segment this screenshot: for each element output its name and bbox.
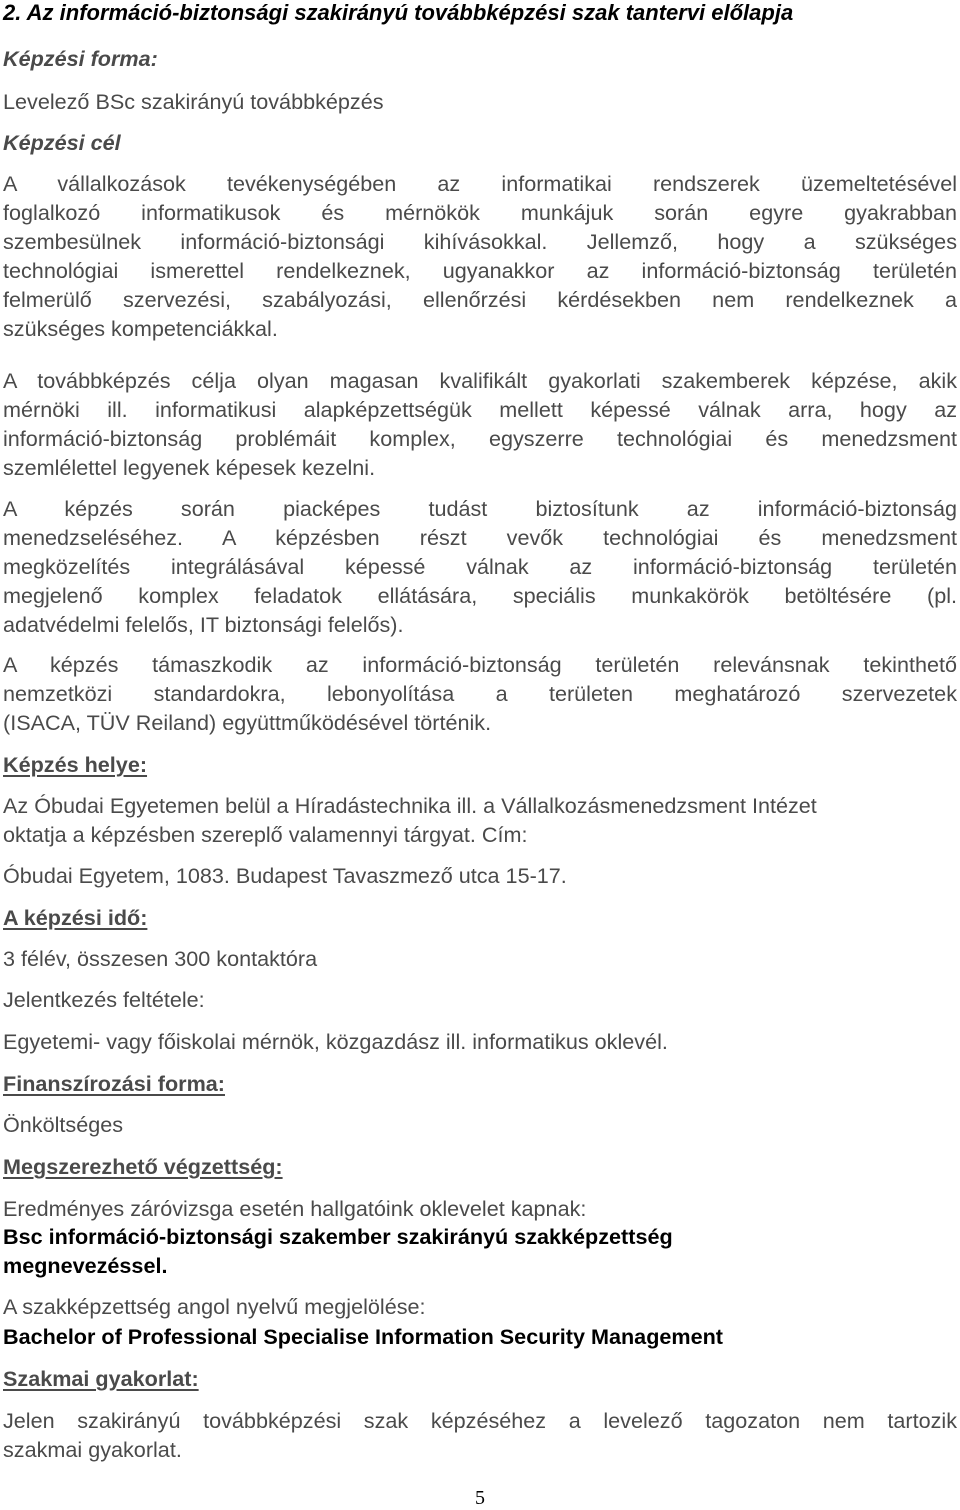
paragraph-line: szembesülnek információ-biztonsági kihívásokkal. Jellemző, hogy a szükséges xyxy=(3,229,957,254)
paragraph-line: technológiai ismerettel rendelkeznek, ugyanakkor az információ-biztonság területén xyxy=(3,258,957,283)
paragraph-line: felmerülő szervezési, szabályozási, ellenőrzési kérdésekben nem rendelkeznek a xyxy=(3,287,957,312)
kepzes-helye-heading: Képzés helye: xyxy=(3,752,148,777)
kepzesi-cel-heading: Képzési cél xyxy=(3,130,121,155)
page-title: 2. Az információ-biztonsági szakirányú továbbképzési szak tantervi előlapja xyxy=(3,0,794,25)
paragraph-line: A vállalkozások tevékenységében az informatikai rendszerek üzemeltetésével xyxy=(3,171,957,196)
paragraph-line: (ISACA, TÜV Reiland) együttműködésével történik. xyxy=(3,710,492,735)
kepzesi-ido-value: 3 félév, összesen 300 kontaktóra xyxy=(3,946,318,971)
jelentkezes-label: Jelentkezés feltétele: xyxy=(3,987,205,1012)
paragraph-line: szükséges kompetenciákkal. xyxy=(3,316,278,341)
kepzesi-forma-value: Levelező BSc szakirányú továbbképzés xyxy=(3,89,384,114)
paragraph-line: mérnöki ill. informatikusi alapképzettségük mellett képessé válnak arra, hogy az xyxy=(3,397,957,422)
paragraph-line: A képzés támaszkodik az információ-biztonság területén relevánsnak tekinthető xyxy=(3,652,957,677)
vegzettseg-name xyxy=(3,1222,957,1280)
paragraph-line: nemzetközi standardokra, lebonyolítása a területen meghatározó szervezetek xyxy=(3,681,957,706)
gyakorlat-text xyxy=(3,1406,957,1464)
jelentkezes-value: Egyetemi- vagy főiskolai mérnök, közgazdász ill. informatikus oklevél. xyxy=(3,1029,668,1054)
kepzes-helye-address: Óbudai Egyetem, 1083. Budapest Tavaszmező utca 15-17. xyxy=(3,863,567,888)
paragraph-line: Az Óbudai Egyetemen belül a Híradástechnika ill. a Vállalkozásmenedzsment Intézet xyxy=(3,793,817,818)
angol-megjeloles-value: Bachelor of Professional Specialise Information Security Management xyxy=(3,1324,723,1349)
paragraph-line: megnevezéssel. xyxy=(3,1253,168,1278)
kepzesi-cel-paragraph-4 xyxy=(3,650,957,737)
vegzettseg-heading: Megszerezhető végzettség: xyxy=(3,1154,283,1179)
angol-megjeloles-label: A szakképzettség angol nyelvű megjelölése: xyxy=(3,1294,426,1319)
page-number: 5 xyxy=(475,1487,485,1509)
paragraph-line: A képzés során piacképes tudást biztosítunk az információ-biztonság xyxy=(3,496,957,521)
gyakorlat-heading: Szakmai gyakorlat: xyxy=(3,1366,199,1391)
paragraph-line: adatvédelmi felelős, IT biztonsági felelős). xyxy=(3,612,404,637)
kepzesi-cel-paragraph-2 xyxy=(3,366,957,482)
paragraph-line: menedzseléséhez. A képzésben részt vevők technológiai és menedzsment xyxy=(3,525,957,550)
finanszirozas-value: Önköltséges xyxy=(3,1112,124,1137)
paragraph-line: szemlélettel legyenek képesek kezelni. xyxy=(3,455,376,480)
paragraph-line: Bsc információ-biztonsági szakember szakirányú szakképzettség xyxy=(3,1224,673,1249)
vegzettseg-intro: Eredményes záróvizsga esetén hallgatóink oklevelet kapnak: xyxy=(3,1196,587,1221)
paragraph-line: Jelen szakirányú továbbképzési szak képzéséhez a levelező tagozaton nem tartozik xyxy=(3,1408,957,1433)
kepzes-helye-text xyxy=(3,791,957,849)
paragraph-line: információ-biztonság problémáit komplex, egyszerre technológiai és menedzsment xyxy=(3,426,957,451)
kepzesi-cel-paragraph-1 xyxy=(3,169,957,343)
kepzesi-ido-heading: A képzési idő: xyxy=(3,905,148,930)
paragraph-line: foglalkozó informatikusok és mérnökök munkájuk során egyre gyakrabban xyxy=(3,200,957,225)
kepzesi-forma-heading: Képzési forma: xyxy=(3,46,158,71)
paragraph-line: oktatja a képzésben szereplő valamennyi tárgyat. Cím: xyxy=(3,822,528,847)
paragraph-line: A továbbképzés célja olyan magasan kvalifikált gyakorlati szakemberek képzése, akik xyxy=(3,368,957,393)
kepzesi-cel-paragraph-3 xyxy=(3,494,957,639)
paragraph-line: szakmai gyakorlat. xyxy=(3,1437,182,1462)
paragraph-line: megközelítés integrálásával képessé válnak az információ-biztonság területén xyxy=(3,554,957,579)
finanszirozas-heading: Finanszírozási forma: xyxy=(3,1071,225,1096)
paragraph-line: megjelenő komplex feladatok ellátására, speciális munkakörök betöltésére (pl. xyxy=(3,583,957,608)
